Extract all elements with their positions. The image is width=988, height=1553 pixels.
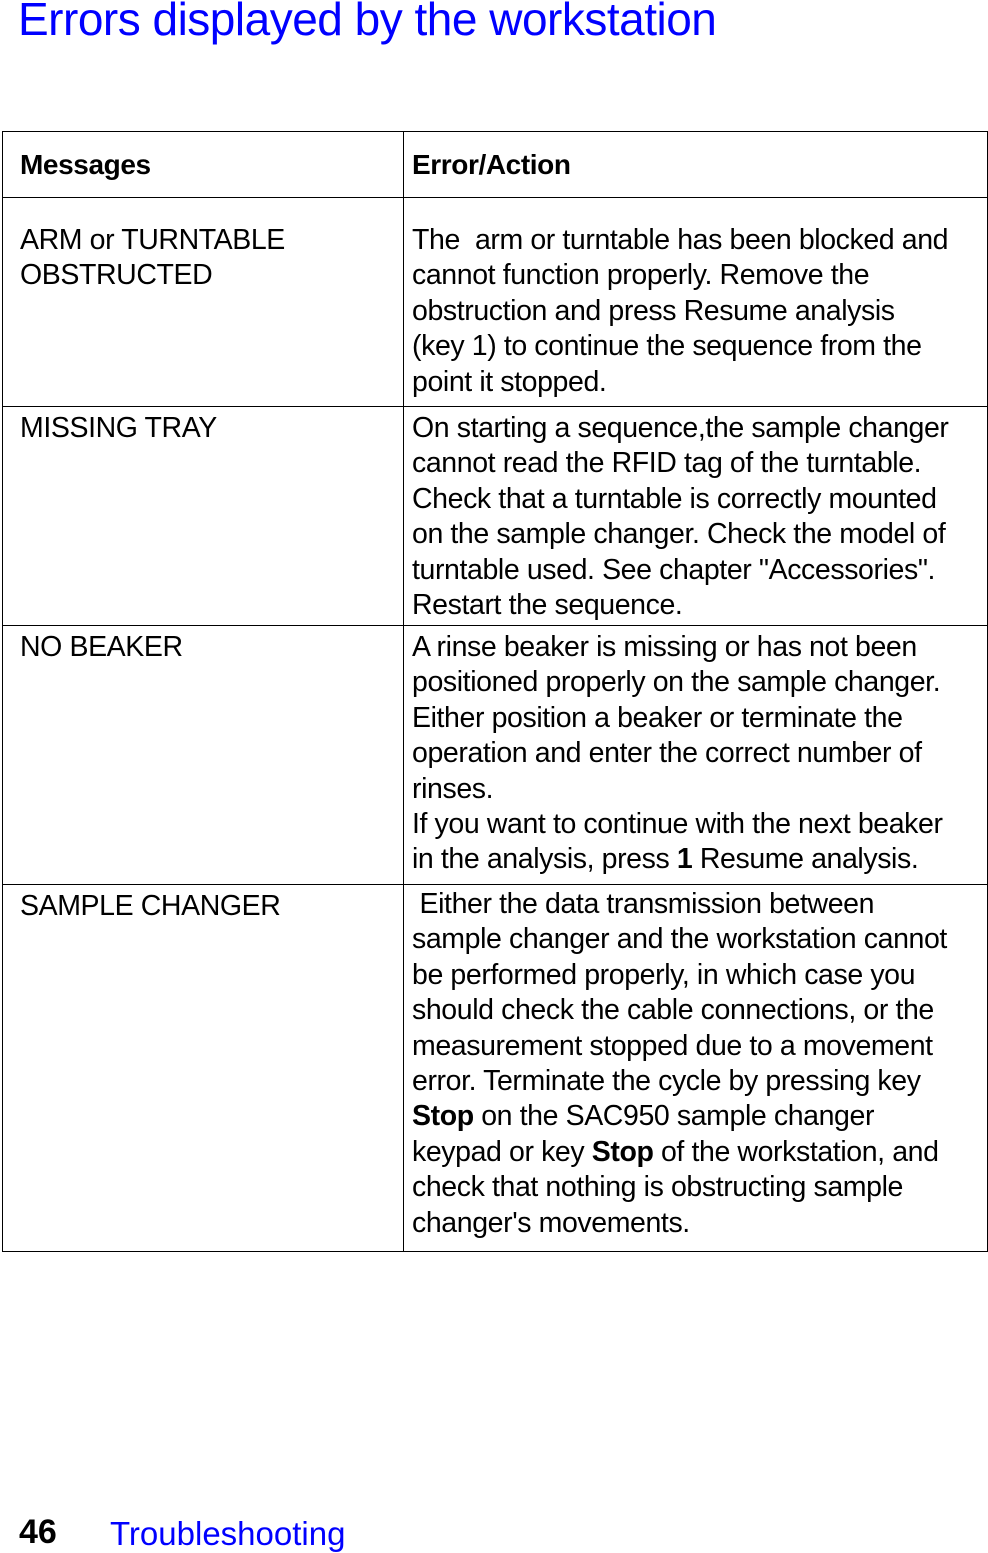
action-line: positioned properly on the sample changer. <box>412 666 941 699</box>
action-line: Check that a turntable is correctly mounted <box>412 482 937 515</box>
table-row <box>3 407 988 626</box>
action-line: error. Terminate the cycle by pressing key <box>412 1065 921 1098</box>
action-line: If you want to continue with the next beaker <box>412 808 943 841</box>
action-line: rinses. <box>412 772 494 805</box>
action-line: On starting a sequence,the sample changer <box>412 412 949 444</box>
message-cell <box>3 885 404 1252</box>
footer-section-title: Troubleshooting <box>110 1515 346 1552</box>
message-line: OBSTRUCTED <box>20 259 213 292</box>
action-line: cannot function properly. Remove the <box>412 259 870 292</box>
message-line: SAMPLE CHANGER <box>20 890 281 922</box>
key-label: 1 <box>676 843 693 876</box>
action-cell <box>404 885 988 1252</box>
table-header-row <box>3 132 988 198</box>
key-label: Stop <box>412 1100 474 1133</box>
text: keypad or key <box>412 1135 592 1168</box>
message-cell <box>3 626 404 885</box>
action-line: The arm or turntable has been blocked and <box>412 224 949 256</box>
action-line: should check the cable connections, or the <box>412 994 934 1027</box>
message-cell <box>3 407 404 626</box>
action-line: changer's movements. <box>412 1206 690 1239</box>
action-cell <box>404 626 988 885</box>
header-messages: Messages <box>3 132 404 198</box>
action-line: point it stopped. <box>412 365 607 398</box>
action-cell <box>404 198 988 407</box>
action-line: be performed properly, in which case you <box>412 958 916 991</box>
action-line: Restart the sequence. <box>412 589 683 622</box>
action-line <box>412 1099 987 1134</box>
action-line: A rinse beaker is missing or has not been <box>412 631 917 663</box>
table-row <box>3 198 988 407</box>
action-line: check that nothing is obstructing sample <box>412 1171 903 1204</box>
header-error-action: Error/Action <box>404 132 988 198</box>
text: Resume analysis. <box>692 843 919 876</box>
action-line: on the sample changer. Check the model of <box>412 518 946 551</box>
action-line: cannot read the RFID tag of the turntable. <box>412 447 922 480</box>
action-cell <box>404 407 988 626</box>
text: in the analysis, press <box>412 843 677 876</box>
action-line: turntable used. See chapter "Accessories". <box>412 553 936 586</box>
action-line: measurement stopped due to a movement <box>412 1029 933 1062</box>
action-line <box>412 1135 987 1170</box>
text: on the SAC950 sample changer <box>473 1100 875 1133</box>
action-line <box>412 842 987 877</box>
action-line: Either the data transmission between <box>412 888 875 920</box>
message-line: ARM or TURNTABLE <box>20 224 285 256</box>
table-row <box>3 626 988 885</box>
message-cell <box>3 198 404 407</box>
action-line: obstruction and press Resume analysis <box>412 294 895 327</box>
page-title: Errors displayed by the workstation <box>18 0 717 45</box>
text: of the workstation, and <box>653 1135 939 1168</box>
action-line: (key 1) to continue the sequence from the <box>412 330 922 363</box>
key-label: Stop <box>591 1135 654 1168</box>
table-row <box>3 885 988 1252</box>
message-line: NO BEAKER <box>20 631 183 663</box>
action-line: sample changer and the workstation cannot <box>412 923 947 956</box>
action-line: Either position a beaker or terminate the <box>412 701 903 734</box>
page-number: 46 <box>19 1513 57 1551</box>
error-messages-table <box>2 131 988 1252</box>
message-line: MISSING TRAY <box>20 412 217 444</box>
action-line: operation and enter the correct number of <box>412 737 922 770</box>
